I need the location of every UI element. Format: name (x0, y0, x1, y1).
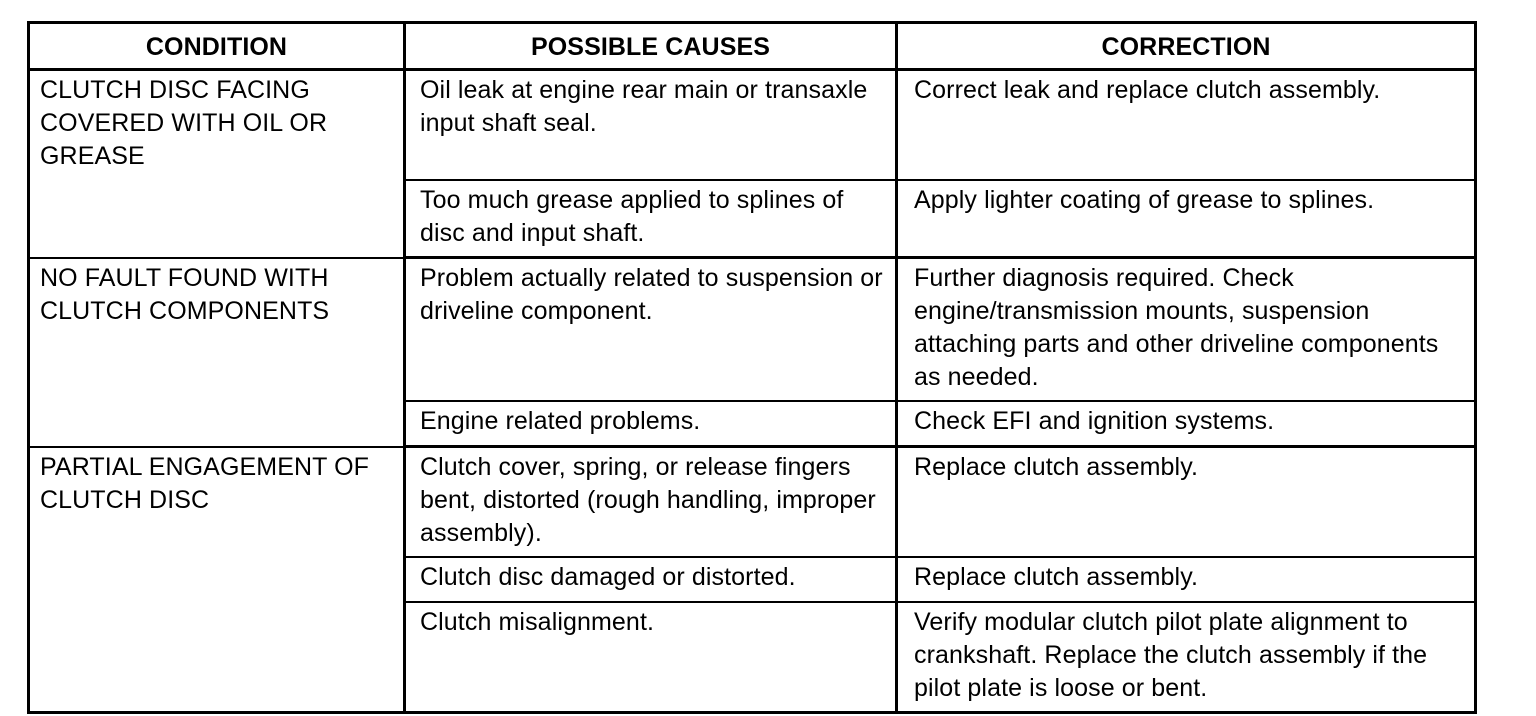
cause-cell: Clutch disc damaged or distorted. (405, 557, 897, 602)
cause-cell: Clutch misalignment. (405, 602, 897, 713)
correction-cell: Replace clutch assembly. (897, 557, 1476, 602)
condition-cell: PARTIAL ENGAGEMENT OF CLUTCH DISC (29, 447, 405, 713)
table-row (29, 447, 1476, 558)
table-row (29, 258, 1476, 402)
cause-cell: Oil leak at engine rear main or transaxle input shaft seal. (405, 70, 897, 181)
correction-cell: Verify modular clutch pilot plate alignment to crankshaft. Replace the clutch assembly if the pilot plate is loose or bent. (897, 602, 1476, 713)
condition-cell: NO FAULT FOUND WITH CLUTCH COMPONENTS (29, 258, 405, 447)
correction-cell: Apply lighter coating of grease to splines. (897, 180, 1476, 258)
condition-cell: CLUTCH DISC FACING COVERED WITH OIL OR GREASE (29, 70, 405, 258)
header-possible-causes: POSSIBLE CAUSES (405, 23, 897, 70)
header-row (29, 23, 1476, 70)
correction-cell: Further diagnosis required. Check engine/transmission mounts, suspension attaching parts and other driveline components as needed. (897, 258, 1476, 402)
correction-cell: Correct leak and replace clutch assembly. (897, 70, 1476, 181)
header-condition: CONDITION (29, 23, 405, 70)
cause-cell: Clutch cover, spring, or release fingers bent, distorted (rough handling, improper assembly). (405, 447, 897, 558)
table-row (29, 70, 1476, 181)
header-correction: CORRECTION (897, 23, 1476, 70)
diagnosis-table (27, 21, 1477, 714)
correction-cell: Replace clutch assembly. (897, 447, 1476, 558)
cause-cell: Engine related problems. (405, 401, 897, 447)
cause-cell: Problem actually related to suspension or driveline component. (405, 258, 897, 402)
correction-cell: Check EFI and ignition systems. (897, 401, 1476, 447)
cause-cell: Too much grease applied to splines of disc and input shaft. (405, 180, 897, 258)
